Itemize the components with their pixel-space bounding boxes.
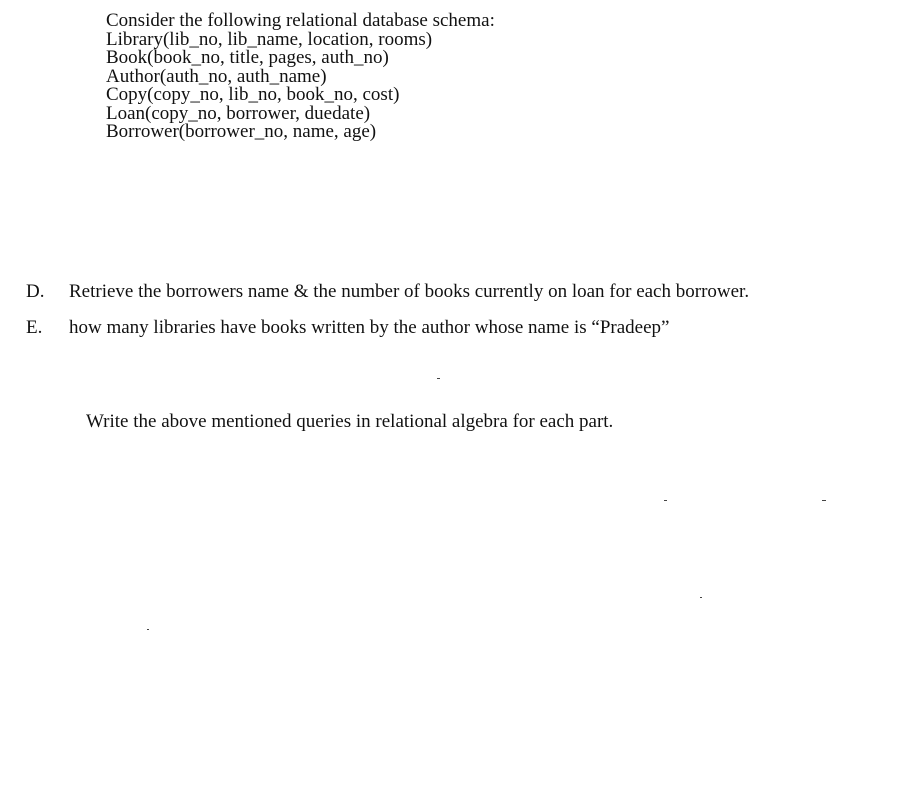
scan-speck xyxy=(822,500,826,501)
relation-copy: Copy(copy_no, lib_no, book_no, cost) xyxy=(106,84,400,105)
relation-borrower: Borrower(borrower_no, name, age) xyxy=(106,121,377,142)
schema-block xyxy=(106,12,495,142)
question-e xyxy=(26,317,669,339)
relation-library: Library(lib_no, lib_name, location, rooms) xyxy=(106,28,433,50)
scan-speck xyxy=(700,597,702,598)
scan-speck xyxy=(437,378,440,379)
question-e-letter: E. xyxy=(26,317,43,338)
schema-intro: Consider the following relational database schema: xyxy=(106,10,495,31)
scan-speck xyxy=(664,500,667,501)
relation-author: Author(auth_no, auth_name) xyxy=(106,65,327,87)
relation-book: Book(book_no, title, pages, auth_no) xyxy=(106,47,389,68)
question-e-text: how many libraries have books written by the author whose name is “Pradeep” xyxy=(69,317,670,338)
question-d-letter: D. xyxy=(26,281,45,302)
relation-loan: Loan(copy_no, borrower, duedate) xyxy=(106,102,371,124)
question-d-text: Retrieve the borrowers name & the number of books currently on loan for each borrower. xyxy=(69,281,750,302)
instruction-text: Write the above mentioned queries in relational algebra for each part. xyxy=(86,411,614,432)
question-d xyxy=(26,281,749,303)
scan-speck xyxy=(147,629,149,630)
